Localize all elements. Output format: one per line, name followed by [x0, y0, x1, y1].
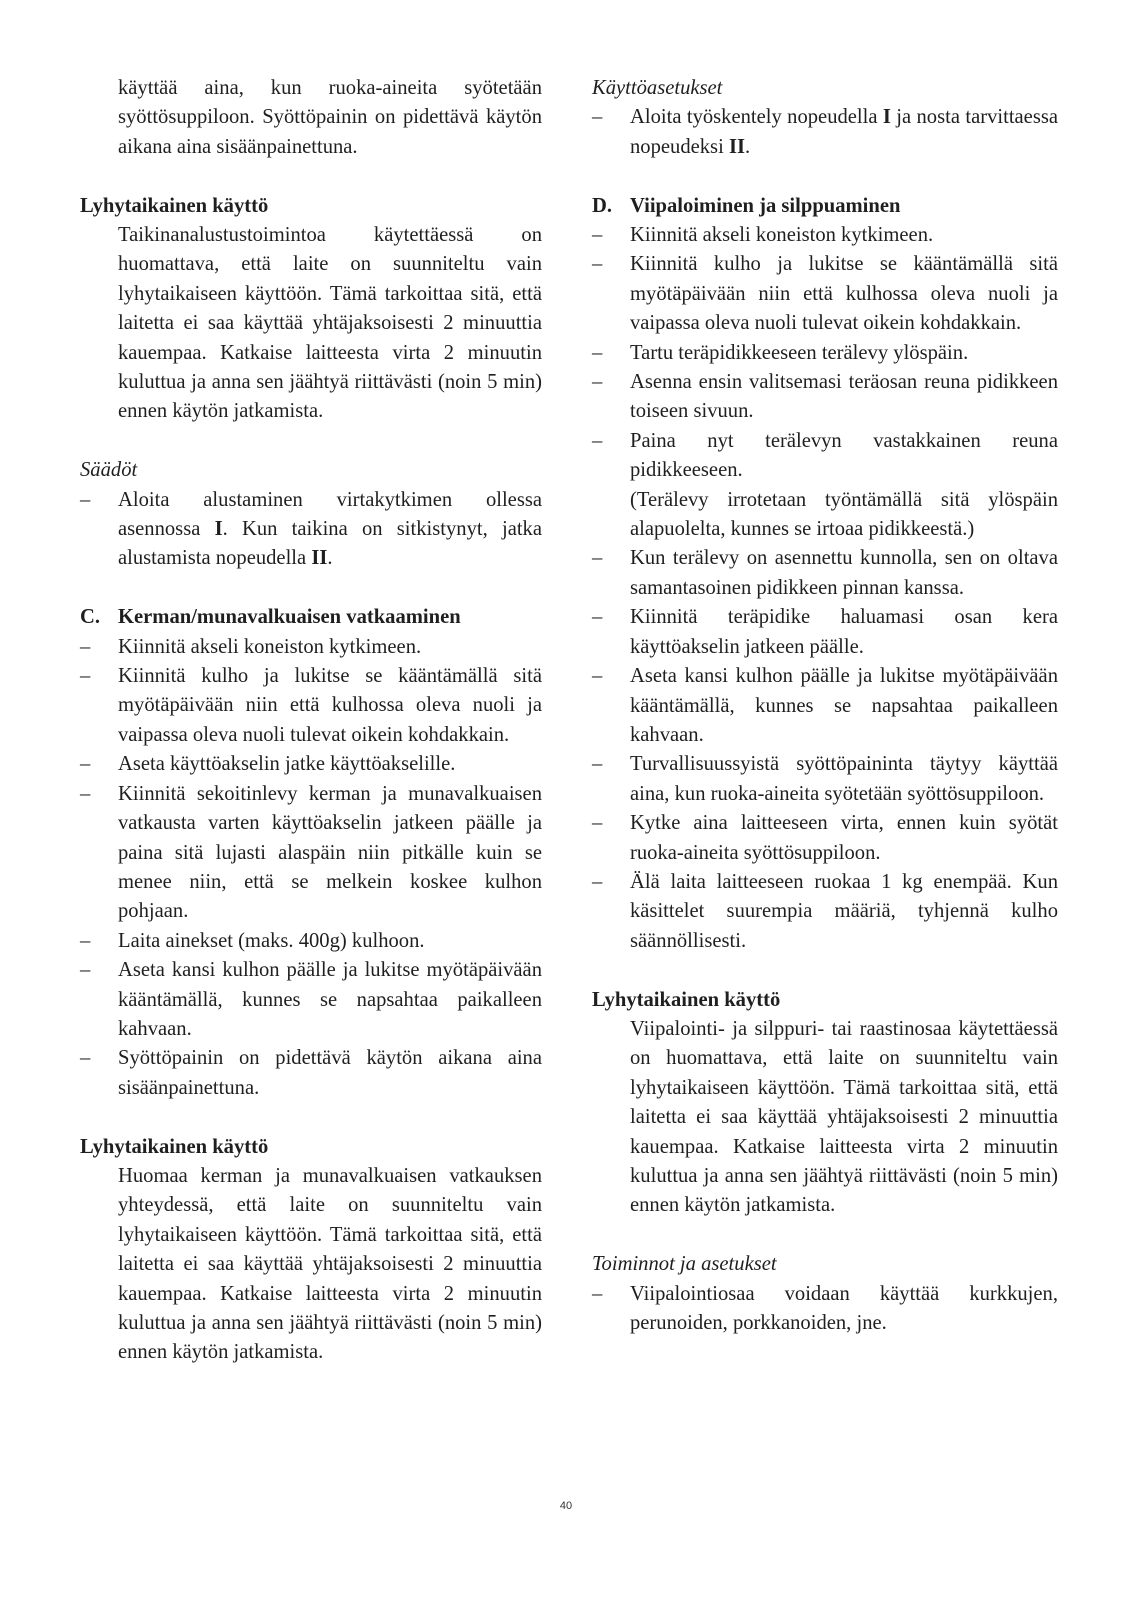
list-item: – Turvallisuussyistä syöttöpaininta täytyy käyttää aina, kun ruoka-aineita syötetään syöttösuppiloon.: [592, 753, 1058, 805]
section-d-heading: [592, 192, 1058, 221]
section-letter: D.: [592, 194, 613, 217]
settings-heading: Säädöt: [80, 459, 138, 482]
list-item: – Älä laita laitteeseen ruokaa 1 kg enempää. Kun käsittelet suurempia määriä, tyhjennä kulho säännöllisesti.: [592, 870, 1058, 952]
list-item: – Kytke aina laitteeseen virta, ennen kuin syötät ruoka-aineita syöttösuppiloon.: [592, 812, 1058, 864]
usage-settings-heading: Käyttöasetukset: [592, 77, 723, 99]
short-use-heading-2: Lyhytaikainen käyttö: [80, 1135, 269, 1158]
removal-note: (Terälevy irrotetaan työntämällä sitä ylöspäin alapuolelta, kunnes se irtoaa pidikkeestä.): [630, 488, 1058, 541]
list-item: – Asenna ensin valitsemasi teräosan reuna pidikkeen toiseen sivuun.: [592, 371, 1058, 423]
section-c-heading: [80, 603, 542, 632]
list-item: – Kiinnitä teräpidike haluamasi osan kera käyttöakselin jatkeen päälle.: [592, 606, 1058, 658]
short-use-text-3: Viipalointi- ja silppuri- tai raastinosaa käytettäessä on huomattava, että laite on suunniteltu vain lyhytaikaiseen käyttöön. Tämä tarkoittaa sitä, että laitetta ei saa käyttää yhtäjaksoisesti 2 minuuttia kauempaa. Katkaise laitteesta virta 2 minuutin kuluttua ja anna sen jäähtyä riittävästi (noin 5 min) ennen käytön jatkamista.: [630, 1017, 1058, 1217]
list-item: – Kiinnitä akseli koneiston kytkimeen.: [80, 635, 422, 658]
list-item: – Kiinnitä kulho ja lukitse se kääntämällä sitä myötäpäivään niin että kulhossa oleva nuoli ja vaipassa oleva nuoli tulevat oikein kohdakkain.: [80, 665, 542, 746]
section-letter: C.: [80, 606, 101, 629]
short-use-heading-3: Lyhytaikainen käyttö: [592, 988, 781, 1011]
list-item: – Aseta kansi kulhon päälle ja lukitse myötäpäivään kääntämällä, kunnes se napsahtaa paikalleen kahvaan.: [592, 665, 1058, 746]
list-item: – Laita ainekset (maks. 400g) kulhoon.: [80, 929, 425, 952]
list-item: – Aseta käyttöakselin jatke käyttöakselille.: [80, 753, 456, 776]
list-item: – Kiinnitä sekoitinlevy kerman ja munavalkuaisen vatkausta varten käyttöakselin jatkeen päälle ja paina sitä lujasti alaspäin niin pitkälle kuin se menee niin, että se melkein koskee kulhon pohjaan.: [80, 782, 542, 923]
short-use-text-2: Huomaa kerman ja munavalkuaisen vatkauksen yhteydessä, että laite on suunniteltu vain lyhytaikaiseen käyttöön. Tämä tarkoittaa sitä, että laitetta ei saa käyttää yhtäjaksoisesti 2 minuuttia kauempaa. Katkaise laitteesta virta 2 minuutin kuluttua ja anna sen jäähtyä riittävästi (noin 5 min) ennen käytön jatkamista.: [118, 1164, 542, 1364]
list-item: – Paina nyt terälevyn vastakkainen reuna pidikkeeseen.: [592, 429, 1058, 482]
usage-settings-item: – Aloita työskentely nopeudella I ja nosta tarvittaessa nopeudeksi II.: [592, 106, 1058, 158]
settings-item: – Aloita alustaminen virtakytkimen ollessa asennossa I. Kun taikina on sitkistynyt, jatka alustamista nopeudella II.: [80, 486, 542, 574]
left-column: [80, 74, 542, 1368]
list-item: – Tartu teräpidikkeeseen terälevy ylöspäin.: [592, 341, 969, 364]
functions-heading: Toiminnot ja asetukset: [592, 1253, 777, 1276]
list-item: – Kun terälevy on asennettu kunnolla, sen on oltava samantasoinen pidikkeen pinnan kanssa.: [592, 547, 1058, 599]
list-item: – Aseta kansi kulhon päälle ja lukitse myötäpäivään kääntämällä, kunnes se napsahtaa paikalleen kahvaan.: [80, 959, 542, 1040]
intro-paragraph: käyttää aina, kun ruoka-aineita syötetään syöttösuppiloon. Syöttöpainin on pidettävä käytön aikana aina sisäänpainettuna.: [118, 77, 542, 158]
short-use-heading-1: Lyhytaikainen käyttö: [80, 194, 269, 217]
list-item: – Kiinnitä kulho ja lukitse se kääntämällä sitä myötäpäivään niin että kulhossa oleva nuoli ja vaipassa oleva nuoli tulevat oikein kohdakkain.: [592, 253, 1058, 335]
list-item: – Syöttöpainin on pidettävä käytön aikana aina sisäänpainettuna.: [80, 1047, 542, 1099]
section-title: Kerman/munavalkuaisen vatkaaminen: [118, 606, 461, 629]
page-number: 40: [559, 1500, 573, 1512]
functions-item: – Viipalointiosaa voidaan käyttää kurkkujen, perunoiden, porkkanoiden, jne.: [592, 1282, 1058, 1335]
right-column: [592, 74, 1058, 1338]
short-use-text-1: Taikinanalustustoimintoa käytettäessä on huomattava, että laite on suunniteltu vain lyhytaikaiseen käyttöön. Tämä tarkoittaa sitä, että laitetta ei saa käyttää yhtäjaksoisesti 2 minuuttia kauempaa. Katkaise laitteesta virta 2 minuutin kuluttua ja anna sen jäähtyä riittävästi (noin 5 min) ennen käytön jatkamista.: [118, 224, 542, 423]
section-title: Viipaloiminen ja silppuaminen: [630, 194, 901, 217]
bullet-dash: –: [80, 488, 91, 511]
list-item: – Kiinnitä akseli koneiston kytkimeen.: [592, 224, 934, 247]
